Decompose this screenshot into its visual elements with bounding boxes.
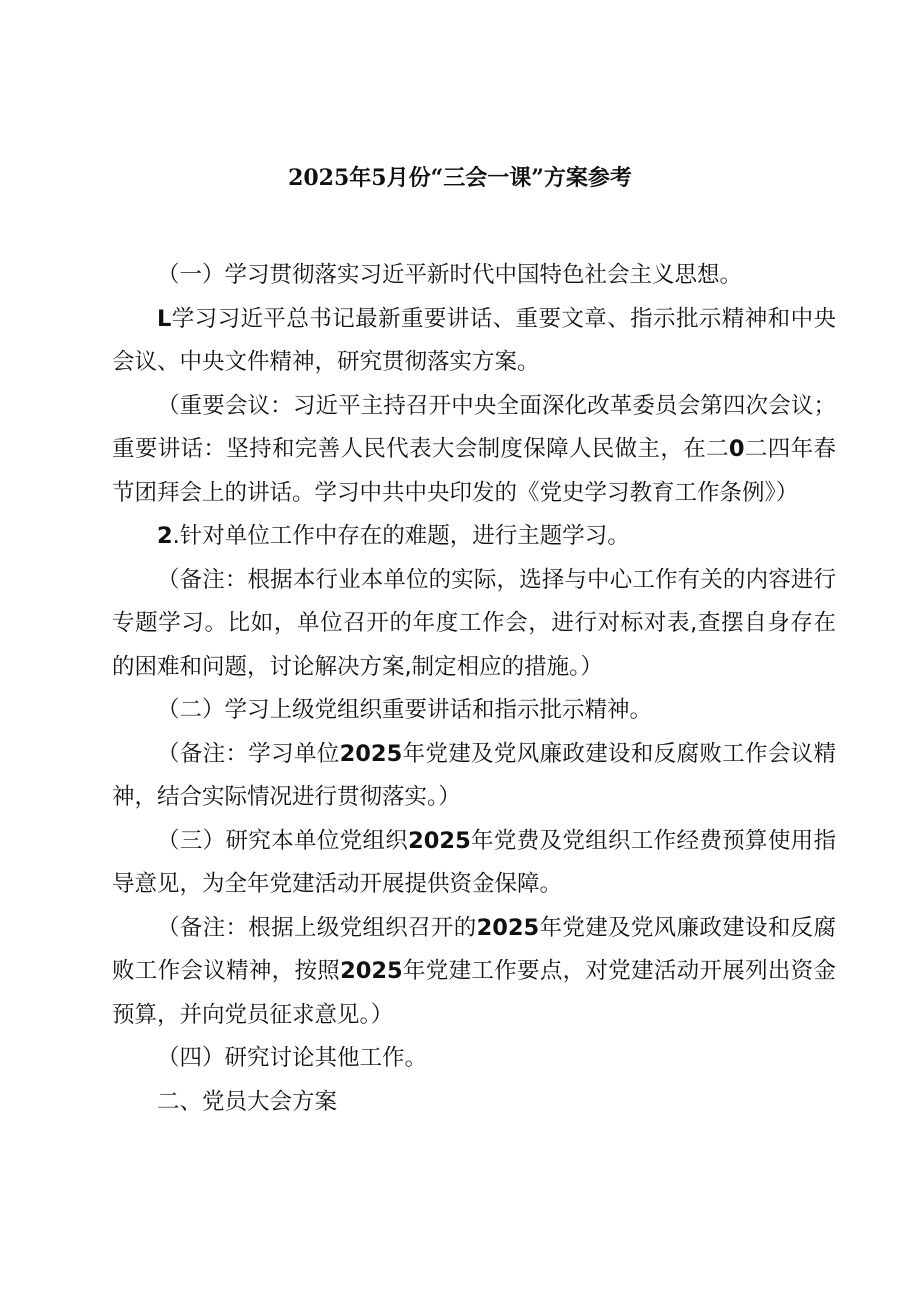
section-2-note [112, 733, 836, 820]
text-run: （四）研究讨论其他工作。 [157, 1045, 428, 1071]
item-1-paragraph [112, 298, 836, 385]
text-run: （三）研究本单位党组织 [157, 827, 409, 854]
item-number: L [157, 305, 172, 332]
text-run: （备注：学习单位 [157, 740, 340, 767]
bold-number: 2025 [408, 827, 471, 854]
text-run: 年党建及党风廉政建设和反腐败工作会议精神，结合实际情况进行贯彻落实。） [112, 740, 836, 810]
section-1-heading [112, 254, 836, 298]
item-1-note [112, 385, 836, 516]
item-2-note [112, 559, 836, 690]
text-run: （重要会议：习近平主持召开中央全面深化改革委员会第四次会议；重要讲话：坚持和完善人民代表大会制度保障人民做主，在二 [112, 392, 836, 462]
section-3-note [112, 907, 836, 1038]
text-run: （一）学习贯彻落实习近平新时代中国特色社会主义思想。 [157, 262, 743, 288]
section-2-heading [112, 689, 836, 733]
bold-number: 2025 [340, 958, 403, 984]
text-run: （备注：根据本行业本单位的实际，选择与中心工作有关的内容进行专题学习。比如，单位召开的年度工作会，进行对标对表,查摆自身存在的困难和问题，讨论解决方案,制定相应的措施。） [112, 566, 836, 680]
bold-number: 2025 [339, 740, 403, 767]
text-run: 二、党员大会方案 [157, 1088, 338, 1115]
item-2-paragraph [112, 515, 836, 559]
text-run: （备注：根据上级党组织召开的 [157, 914, 477, 941]
text-run: 二四年春节团拜会上的讲话。学习中共中央印发的《党史学习教育工作条例》） [112, 436, 836, 506]
text-run: 学习习近平总书记最新重要讲话、重要文章、指示批示精神和中央会议、中央文件精神，研究贯彻落实方案。 [112, 305, 836, 375]
text-run: 年党建工作要点，对党建活动开展列出资金预算，并向党员征求意见。） [112, 958, 836, 1028]
bold-number: 0 [728, 436, 745, 462]
document-body [112, 254, 836, 1124]
section-4-heading [112, 1037, 836, 1081]
text-run: （二）学习上级党组织重要讲话和指示批示精神。 [157, 697, 653, 723]
part-2-heading [112, 1081, 836, 1125]
text-run: 年党费及党组织工作经费预算使用指导意见，为全年党建活动开展提供资金保障。 [112, 827, 836, 897]
item-number: 2 [157, 523, 173, 549]
section-3-heading [112, 820, 836, 907]
text-run: 年党建及党风廉政建设和反腐败工作会议精神，按照 [112, 914, 836, 984]
document-title: 2025年5月份“三会一课”方案参考 [288, 165, 632, 191]
text-run: .针对单位工作中存在的难题，进行主题学习。 [172, 523, 630, 549]
bold-number: 2025 [476, 914, 540, 941]
